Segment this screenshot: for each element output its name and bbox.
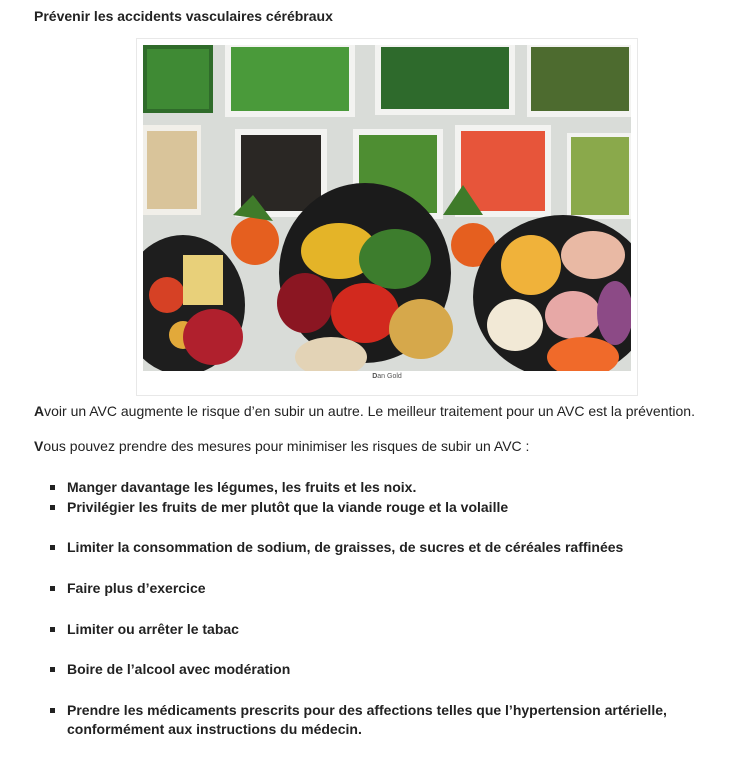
bullet-icon — [50, 586, 55, 591]
bullet-icon — [50, 708, 55, 713]
list-item: Faire plus d’exercice — [50, 579, 740, 598]
list-item: Manger davantage les légumes, les fruits et les noix. — [50, 478, 740, 497]
bullet-icon — [50, 545, 55, 550]
list-item: Limiter la consommation de sodium, de graisses, de sucres et de céréales raffinées — [50, 538, 740, 557]
list-item: Prendre les médicaments prescrits pour des affections telles que l’hypertension artérielle, conformément aux instructions du médecin. — [50, 701, 740, 739]
list-item: Privilégier les fruits de mer plutôt que la viande rouge et la volaille — [50, 498, 740, 517]
bullet-icon — [50, 627, 55, 632]
bullet-icon — [50, 485, 55, 490]
bullet-icon — [50, 505, 55, 510]
vegetables-photo — [143, 45, 631, 371]
list-item: Boire de l’alcool avec modération — [50, 660, 740, 679]
bullet-icon — [50, 667, 55, 672]
intro-paragraph: Avoir un AVC augmente le risque d’en subir un autre. Le meilleur traitement pour un AVC est la prévention. — [34, 403, 695, 419]
figure — [136, 38, 638, 396]
measures-paragraph: Vous pouvez prendre des mesures pour minimiser les risques de subir un AVC : — [34, 438, 530, 454]
article-title: Prévenir les accidents vasculaires cérébraux — [34, 8, 333, 24]
list-item: Limiter ou arrêter le tabac — [50, 620, 740, 639]
photo-caption: Dan Gold — [372, 373, 402, 380]
